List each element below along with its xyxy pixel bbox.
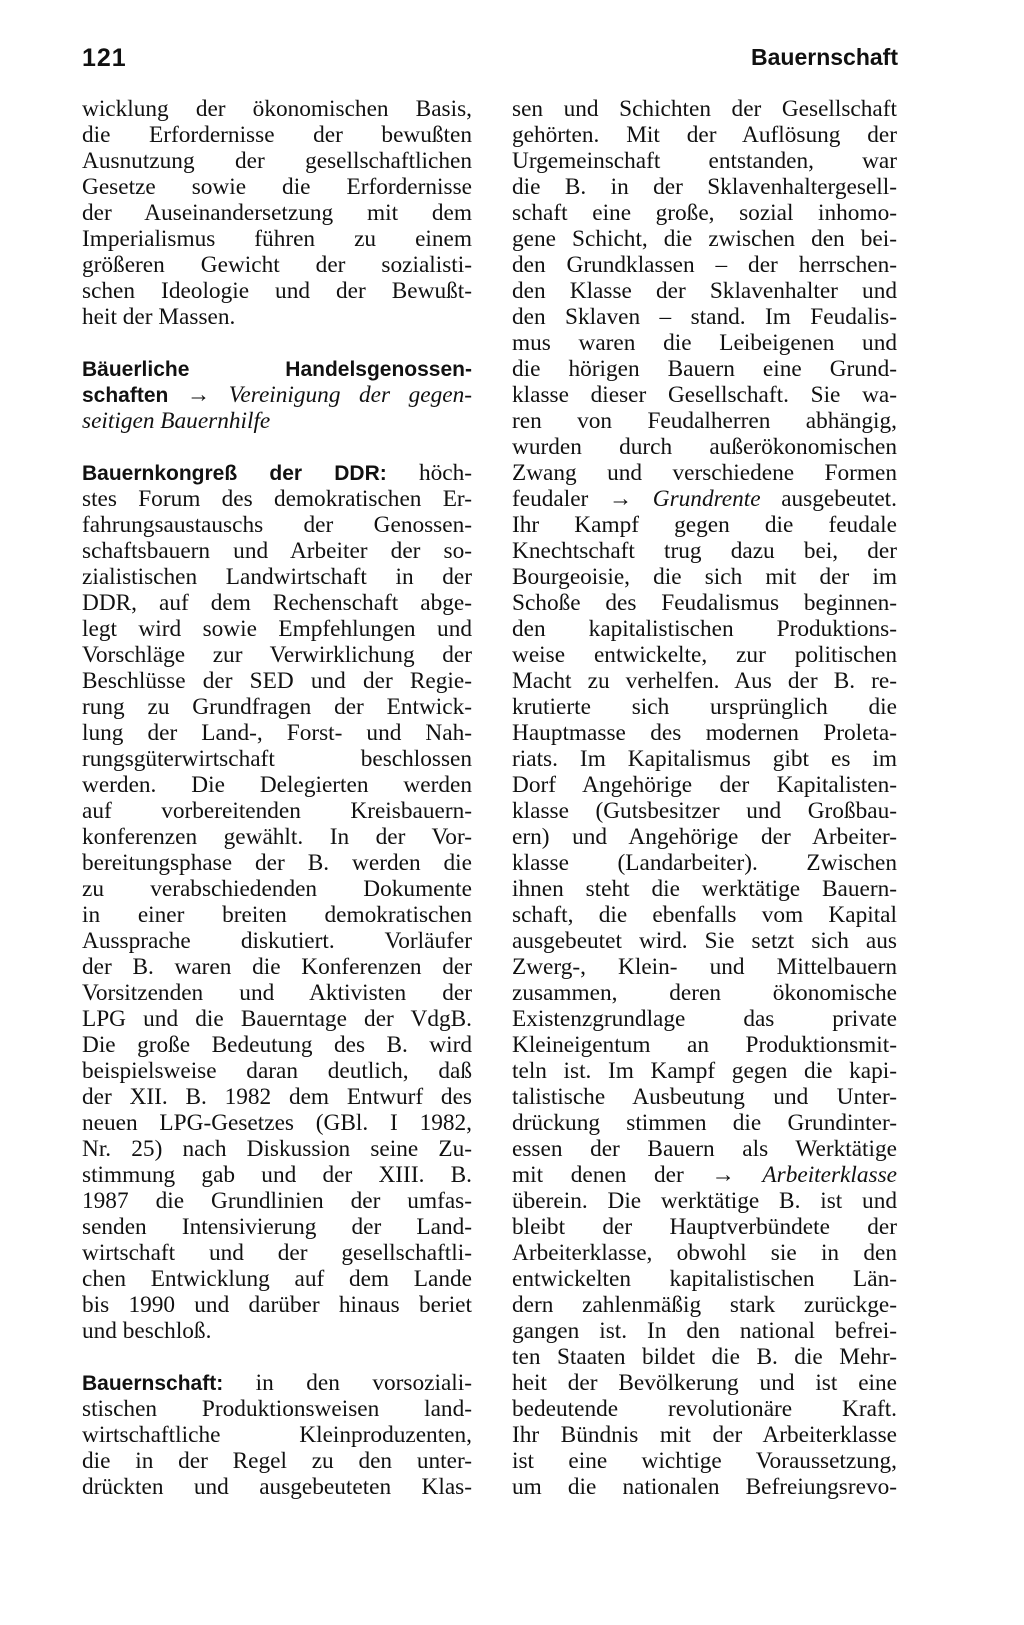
text-line (512, 798, 897, 824)
text-line (82, 486, 472, 512)
text-line (512, 642, 897, 668)
text-segment: schaft eine große, sozial inhomo- (512, 200, 897, 226)
text-line (512, 174, 897, 200)
text-line (512, 226, 897, 252)
text-line (512, 1136, 897, 1162)
text-line (512, 304, 897, 330)
text-segment: beispielsweise daran deutlich, daß (82, 1058, 472, 1084)
text-line (82, 1110, 472, 1136)
text-line (512, 512, 897, 538)
text-line (82, 772, 472, 798)
text-segment: legt wird sowie Empfehlungen und (82, 616, 472, 642)
text-line (512, 1110, 897, 1136)
text-line (512, 1370, 897, 1396)
text-segment: mus waren die Leibeigenen und (512, 330, 897, 356)
text-line (82, 876, 472, 902)
text-line (82, 96, 472, 122)
text-line (82, 304, 472, 330)
text-segment: feudaler → (512, 486, 653, 512)
text-segment: der B. waren die Konferenzen der (82, 954, 472, 980)
text-line (82, 1318, 472, 1344)
text-segment: Aussprache diskutiert. Vorläufer (82, 928, 472, 954)
text-segment: rung zu Grundfragen der Entwick- (82, 694, 472, 720)
text-line (512, 694, 897, 720)
right-column (512, 96, 897, 1500)
text-segment: Hauptmasse des modernen Proleta- (512, 720, 897, 746)
text-line (512, 1318, 897, 1344)
text-segment: Macht zu verhelfen. Aus der B. re- (512, 668, 897, 694)
text-segment: die Erfordernisse der bewußten (82, 122, 472, 148)
text-segment: Gesetze sowie die Erfordernisse (82, 174, 472, 200)
text-line (512, 668, 897, 694)
text-line (82, 1136, 472, 1162)
text-line (82, 746, 472, 772)
text-segment: werden. Die Delegierten werden (82, 772, 472, 798)
text-segment: sen und Schichten der Gesellschaft (512, 96, 897, 122)
text-line (82, 1188, 472, 1214)
text-line (82, 590, 472, 616)
text-segment: den Klasse der Sklavenhalter und (512, 278, 897, 304)
text-segment: wicklung der ökonomischen Basis, (82, 96, 472, 122)
cross-reference: Vereinigung der gegen- (228, 382, 472, 408)
text-line (82, 460, 472, 486)
text-segment: drückten und ausgebeuteten Klas- (82, 1474, 472, 1500)
text-line (512, 746, 897, 772)
text-segment: klasse (Gutsbesitzer und Großbau- (512, 798, 897, 824)
text-segment: höch- (386, 460, 472, 486)
text-line (512, 824, 897, 850)
text-segment: ausgebeutet. (760, 486, 897, 512)
cross-reference: Arbeiterklasse (762, 1162, 897, 1188)
text-line (512, 902, 897, 928)
text-line (512, 954, 897, 980)
text-segment: Arbeiterklasse, obwohl sie in den (512, 1240, 897, 1266)
text-line (82, 642, 472, 668)
text-segment: ern) und Angehörige der Arbeiter- (512, 824, 897, 850)
text-segment: ist eine wichtige Voraussetzung, (512, 1448, 897, 1474)
text-segment: LPG und die Bauerntage der VdgB. (82, 1006, 472, 1032)
text-segment: ausgebeutet wird. Sie setzt sich aus (512, 928, 897, 954)
text-line (512, 382, 897, 408)
text-segment: Die große Bedeutung des B. wird (82, 1032, 472, 1058)
text-segment: und beschloß. (82, 1318, 212, 1344)
text-line (512, 278, 897, 304)
text-segment: schen Ideologie und der Bewußt- (82, 278, 472, 304)
text-segment: zialistischen Landwirtschaft in der (82, 564, 472, 590)
text-line (82, 382, 472, 408)
text-segment: ihnen steht die werktätige Bauern- (512, 876, 897, 902)
text-line (512, 1266, 897, 1292)
text-line (82, 226, 472, 252)
text-segment: Zwerg-, Klein- und Mittelbauern (512, 954, 897, 980)
text-segment: Ihr Bündnis mit der Arbeiterklasse (512, 1422, 897, 1448)
entry-keyword: Bäuerliche Handelsgenossen- (82, 358, 472, 381)
text-line (82, 538, 472, 564)
text-line (512, 928, 897, 954)
text-line (512, 1396, 897, 1422)
text-segment: heit der Massen. (82, 304, 236, 330)
text-segment: neuen LPG-Gesetzes (GBl. I 1982, (82, 1110, 472, 1136)
text-line (82, 564, 472, 590)
text-segment: teln ist. Im Kampf gegen die kapi- (512, 1058, 897, 1084)
text-line (512, 1448, 897, 1474)
text-segment: fahrungsaustauschs der Genossen- (82, 512, 472, 538)
text-line (82, 1370, 472, 1396)
text-segment: in einer breiten demokratischen (82, 902, 472, 928)
text-segment: die hörigen Bauern eine Grund- (512, 356, 897, 382)
text-line (82, 1448, 472, 1474)
text-line (512, 1006, 897, 1032)
text-segment: rungsgüterwirtschaft beschlossen (82, 746, 472, 772)
text-segment: wirtschaftliche Kleinproduzenten, (82, 1422, 472, 1448)
paragraph-gap (82, 330, 472, 356)
text-segment: zusammen, deren ökonomische (512, 980, 897, 1006)
text-line (82, 1422, 472, 1448)
text-line (82, 1032, 472, 1058)
text-segment: 1987 die Grundlinien der umfas- (82, 1188, 472, 1214)
text-segment: größeren Gewicht der sozialisti- (82, 252, 472, 278)
text-line (82, 356, 472, 382)
text-line (82, 720, 472, 746)
text-segment: in den vorsoziali- (223, 1370, 472, 1396)
text-line (512, 1188, 897, 1214)
text-line (512, 1032, 897, 1058)
text-line (512, 1474, 897, 1500)
text-line (512, 148, 897, 174)
text-segment: der XII. B. 1982 dem Entwurf des (82, 1084, 472, 1110)
text-segment: den kapitalistischen Produktions- (512, 616, 897, 642)
text-line (512, 1422, 897, 1448)
text-segment: wurden durch außerökonomischen (512, 434, 897, 460)
text-line (512, 616, 897, 642)
text-segment: bleibt der Hauptverbündete der (512, 1214, 897, 1240)
text-segment: Beschlüsse der SED und der Regie- (82, 668, 472, 694)
text-line (82, 824, 472, 850)
text-line (512, 252, 897, 278)
text-line (512, 876, 897, 902)
page-number: 121 (82, 44, 127, 72)
text-segment: dern zahlenmäßig stark zurückge- (512, 1292, 897, 1318)
text-segment: drückung stimmen die Grundinter- (512, 1110, 897, 1136)
text-line (82, 980, 472, 1006)
text-line (82, 850, 472, 876)
text-segment: Dorf Angehörige der Kapitalisten- (512, 772, 897, 798)
text-line (82, 902, 472, 928)
text-line (512, 720, 897, 746)
paragraph-gap (82, 434, 472, 460)
text-line (512, 850, 897, 876)
text-segment: um die nationalen Befreiungsrevo- (512, 1474, 897, 1500)
text-line (512, 1214, 897, 1240)
text-segment: mit denen der → (512, 1162, 763, 1188)
text-line (512, 330, 897, 356)
text-segment: entwickelten kapitalistischen Län- (512, 1266, 897, 1292)
left-column (82, 96, 472, 1500)
text-line (82, 616, 472, 642)
text-line (82, 1084, 472, 1110)
text-segment: gene Schicht, die zwischen den bei- (512, 226, 897, 252)
text-segment: riats. Im Kapitalismus gibt es im (512, 746, 897, 772)
text-segment: schaftsbauern und Arbeiter der so- (82, 538, 472, 564)
text-line (512, 1292, 897, 1318)
paragraph-gap (82, 1344, 472, 1370)
text-line (512, 434, 897, 460)
running-head: Bauernschaft (751, 44, 898, 70)
text-segment: die B. in der Sklavenhaltergesell- (512, 174, 897, 200)
text-line (82, 1214, 472, 1240)
text-segment: bis 1990 und darüber hinaus beriet (82, 1292, 472, 1318)
text-line (82, 668, 472, 694)
text-line (512, 460, 897, 486)
text-line (82, 408, 472, 434)
text-line (512, 538, 897, 564)
text-segment: den Sklaven – stand. Im Feudalis- (512, 304, 897, 330)
text-line (512, 356, 897, 382)
text-line (512, 1084, 897, 1110)
text-segment: weise entwickelte, zur politischen (512, 642, 897, 668)
text-segment: stischen Produktionsweisen land- (82, 1396, 472, 1422)
text-line (512, 1058, 897, 1084)
text-segment: DDR, auf dem Rechenschaft abge- (82, 590, 472, 616)
text-line (82, 1396, 472, 1422)
cross-reference: Grundrente (652, 486, 761, 512)
text-line (82, 148, 472, 174)
text-segment: essen der Bauern als Werktätige (512, 1136, 897, 1162)
text-segment: Kleineigentum an Produktionsmit- (512, 1032, 897, 1058)
text-line (82, 1006, 472, 1032)
text-segment: bedeutende revolutionäre Kraft. (512, 1396, 897, 1422)
text-segment: Imperialismus führen zu einem (82, 226, 472, 252)
text-line (512, 1344, 897, 1370)
text-segment: stimmung gab und der XIII. B. (82, 1162, 472, 1188)
text-segment: → (168, 382, 229, 408)
text-segment: Zwang und verschiedene Formen (512, 460, 897, 486)
text-line (82, 1266, 472, 1292)
text-line (82, 1162, 472, 1188)
text-line (512, 1162, 897, 1188)
text-line (512, 1240, 897, 1266)
text-segment: bereitungsphase der B. werden die (82, 850, 472, 876)
text-segment: überein. Die werktätige B. ist und (512, 1188, 897, 1214)
text-line (82, 1240, 472, 1266)
text-segment: ren von Feudalherren abhängig, (512, 408, 897, 434)
text-segment: ten Staaten bildet die B. die Mehr- (512, 1344, 897, 1370)
text-segment: Knechtschaft trug dazu bei, der (512, 538, 897, 564)
text-segment: Vorsitzenden und Aktivisten der (82, 980, 472, 1006)
text-segment: Existenzgrundlage das private (512, 1006, 897, 1032)
text-segment: den Grundklassen – der herrschen- (512, 252, 897, 278)
text-segment: Ihr Kampf gegen die feudale (512, 512, 897, 538)
text-segment: der Auseinandersetzung mit dem (82, 200, 472, 226)
text-segment: lung der Land-, Forst- und Nah- (82, 720, 472, 746)
text-line (82, 122, 472, 148)
text-line (512, 564, 897, 590)
text-segment: stes Forum des demokratischen Er- (82, 486, 472, 512)
text-line (512, 772, 897, 798)
text-segment: klasse (Landarbeiter). Zwischen (512, 850, 897, 876)
text-line (82, 694, 472, 720)
text-segment: Nr. 25) nach Diskussion seine Zu- (82, 1136, 472, 1162)
text-line (512, 486, 897, 512)
entry-keyword: schaften (82, 384, 169, 407)
text-segment: auf vorbereitenden Kreisbauern- (82, 798, 472, 824)
text-segment: konferenzen gewählt. In der Vor- (82, 824, 472, 850)
text-segment: talistische Ausbeutung und Unter- (512, 1084, 897, 1110)
cross-reference: seitigen Bauernhilfe (82, 408, 271, 434)
text-segment: Schoße des Feudalismus beginnen- (512, 590, 897, 616)
text-segment: zu verabschiedenden Dokumente (82, 876, 472, 902)
text-line (82, 200, 472, 226)
text-segment: die in der Regel zu den unter- (82, 1448, 472, 1474)
text-segment: Bourgeoisie, die sich mit der im (512, 564, 897, 590)
text-line (82, 278, 472, 304)
text-segment: schaft, die ebenfalls vom Kapital (512, 902, 897, 928)
text-line (512, 200, 897, 226)
text-line (82, 512, 472, 538)
text-line (512, 408, 897, 434)
text-line (82, 252, 472, 278)
text-line (512, 590, 897, 616)
text-segment: wirtschaft und der gesellschaftli- (82, 1240, 472, 1266)
text-segment: krutierte sich ursprünglich die (512, 694, 897, 720)
text-segment: chen Entwicklung auf dem Lande (82, 1266, 472, 1292)
text-line (82, 954, 472, 980)
text-segment: gehörten. Mit der Auflösung der (512, 122, 897, 148)
text-segment: klasse dieser Gesellschaft. Sie wa- (512, 382, 897, 408)
text-segment: heit der Bevölkerung und ist eine (512, 1370, 897, 1396)
text-segment: Urgemeinschaft entstanden, war (512, 148, 897, 174)
text-line (82, 928, 472, 954)
entry-keyword: Bauernkongreß der DDR: (82, 462, 387, 485)
text-line (512, 96, 897, 122)
text-segment: gangen ist. In den national befrei- (512, 1318, 897, 1344)
text-line (82, 1292, 472, 1318)
text-segment: senden Intensivierung der Land- (82, 1214, 472, 1240)
text-line (512, 980, 897, 1006)
text-line (82, 798, 472, 824)
text-line (82, 174, 472, 200)
text-line (512, 122, 897, 148)
page-header (82, 44, 898, 80)
text-segment: Vorschläge zur Verwirklichung der (82, 642, 472, 668)
text-segment: Ausnutzung der gesellschaftlichen (82, 148, 472, 174)
entry-keyword: Bauernschaft: (82, 1372, 224, 1395)
text-line (82, 1058, 472, 1084)
text-line (82, 1474, 472, 1500)
